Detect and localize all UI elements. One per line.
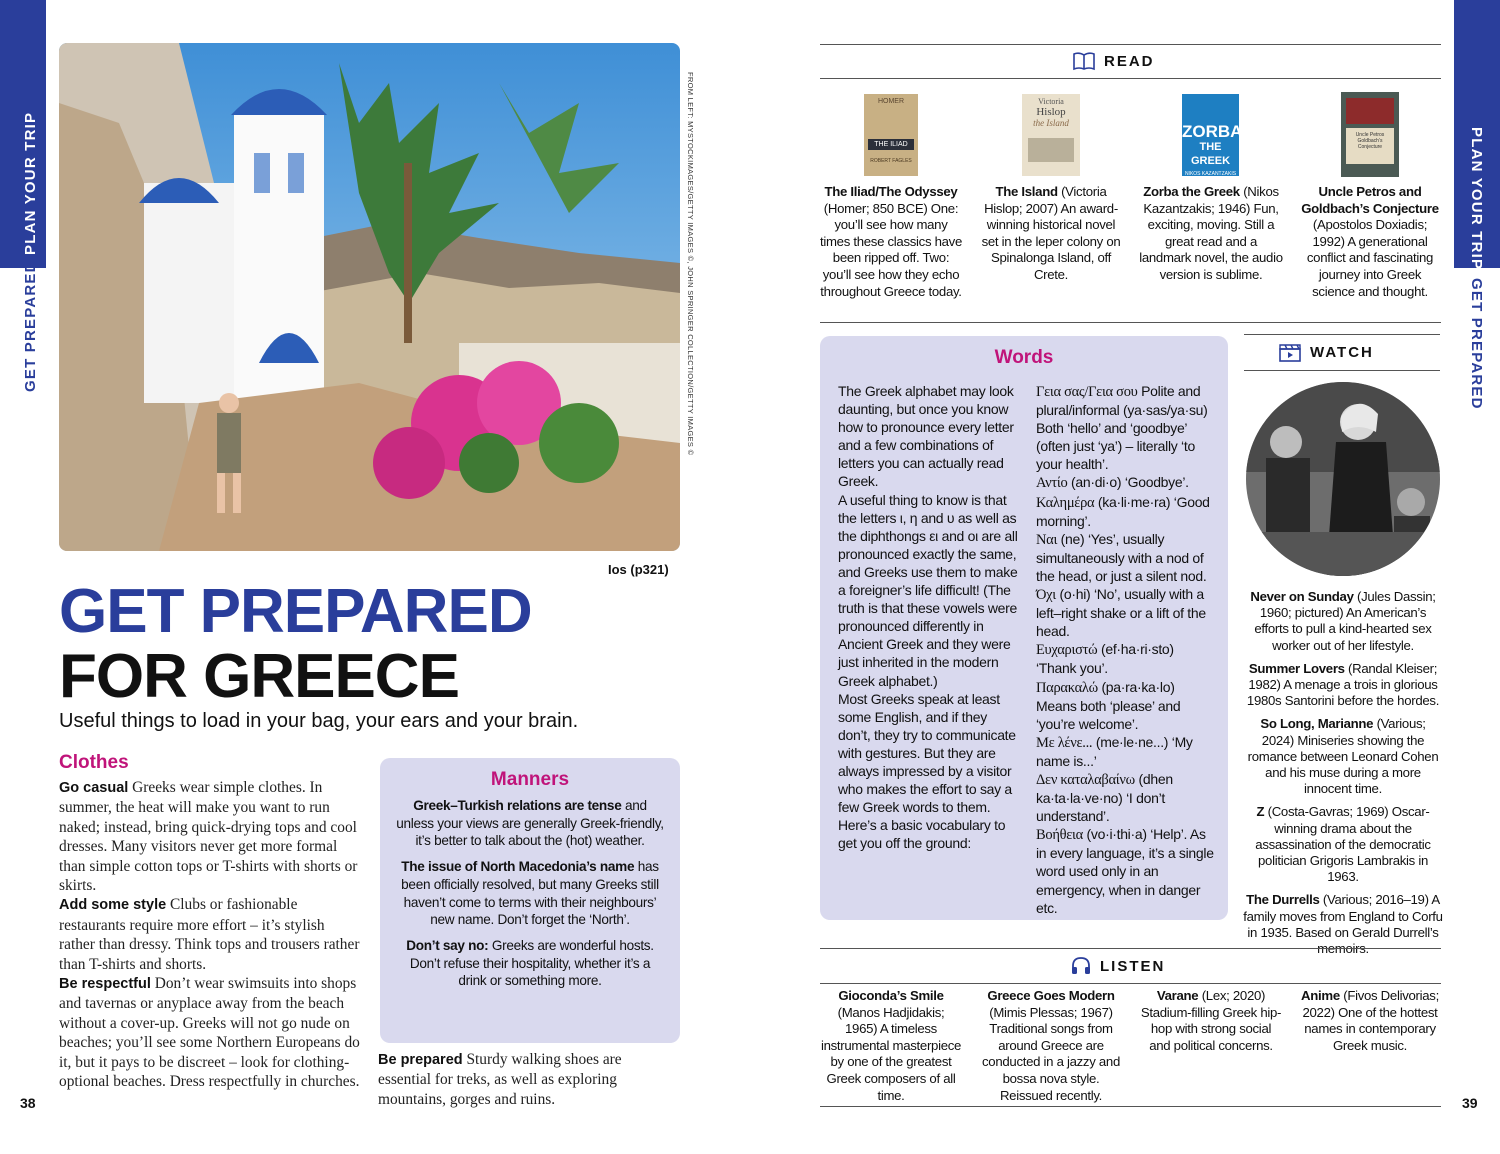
page-title-line2: FOR GREECE	[59, 642, 459, 711]
clothes-item: Go casual Greeks wear simple clothes. In summer, the heat will make you want to run naked; instead, bring quick-drying tops and cool dresses. Many visitors never get more formal than simple cotton tops or T-shirts with shorts or skirts.	[59, 779, 358, 895]
phrase-item: Βοήθεια (vo·i·thi·a) ‘Help’. As in every language, it’s a single word used only in an emergency, when in danger etc.	[1036, 826, 1214, 916]
page-subtitle: Useful things to load in your bag, your ears and your brain.	[59, 710, 579, 732]
ios-photo	[59, 43, 680, 551]
film-item: So Long, Marianne (Various; 2024) Miniseries showing the romance between Leonard Cohen and his muse during a more innocent time.	[1247, 716, 1439, 797]
book-item: The Iliad/The Odyssey (Homer; 850 BCE) One: you’ll see how many times these classics have been ripped off. Two: you’ll see how they echo throughout Greece today.	[819, 184, 963, 299]
phrase-item: Καλημέρα (ka·li·me·ra) ‘Good morning’.	[1036, 493, 1210, 529]
phrase-item: Με λένε... (me·le·ne...) ‘My name is...’	[1036, 733, 1193, 769]
phrase-item: Ευχαριστώ (ef·ha·ri·sto) ‘Thank you’.	[1036, 641, 1174, 677]
clapperboard-icon	[1278, 342, 1302, 362]
page-number-right: 39	[1462, 1095, 1478, 1111]
manners-heading: Manners	[490, 769, 570, 790]
right-sidebar	[1454, 0, 1500, 1154]
left-section-tab: PLAN YOUR TRIP	[22, 111, 39, 255]
manners-item: Greek–Turkish relations are tense and unless your views are generally Greek-friendly, it’s better to talk about the (hot) weather.	[396, 798, 664, 849]
photo-caption: Ios (p321)	[608, 562, 669, 577]
book-item: Zorba the Greek (Nikos Kazantzakis; 1946) Fun, exciting, moving. Still a great read and a landmark novel, the audio version is sublime.	[1139, 184, 1283, 282]
film-item: The Durrells (Various; 2016–19) A family moves from England to Corfu in 1935. Based on Gerald Durrell’s memoirs.	[1243, 892, 1443, 957]
clothes-item: Add some style Clubs or fashionable restaurants require more effort – it’s stylish rather than dressy. Think tops and trousers rather than T-shirts and shorts.	[59, 896, 360, 973]
phrase-item: Δεν καταλαβαίνω (dhen ka·ta·la·ve·no) ‘I don’t understand’.	[1036, 770, 1173, 825]
words-column-2	[1036, 382, 1216, 917]
album-item: Anime (Fivos Delivorias; 2022) One of the hottest names in contemporary Greek music.	[1301, 988, 1439, 1053]
iliad-cover: HOMER THE ILIAD ROBERT FAGLES	[864, 94, 918, 176]
watch-heading: WATCH	[1278, 342, 1374, 362]
book-item: The Island (Victoria Hislop; 2007) An award-winning historical novel set in the leper colony on Spinalonga Island, off Crete.	[981, 184, 1121, 282]
right-section-tab: PLAN YOUR TRIP	[1468, 127, 1485, 271]
film-item: Summer Lovers (Randal Kleiser; 1982) A menage a trois in glorious 1980s Santorini before the hordes.	[1246, 660, 1440, 709]
photo-credit: FROM LEFT: MYSTOCKIMAGES/GETTY IMAGES ©, JOHN SPRINGER COLLECTION/GETTY IMAGES ©	[686, 72, 695, 456]
film-item: Z (Costa-Gavras; 1969) Oscar-winning drama about the assassination of the democratic politician Grigoris Lambrakis in 1963.	[1255, 804, 1431, 885]
book-icon	[1072, 51, 1096, 71]
album-item: Greece Goes Modern (Mimis Plessas; 1967) Traditional songs from around Greece are conducted in a jazzy and bossa nova style. Reissued recently.	[982, 988, 1120, 1103]
words-column-1	[838, 382, 1018, 852]
manners-item: Don’t say no: Greeks are wonderful hosts. Don’t refuse their hospitality, whether it’s a drink or something more.	[406, 937, 654, 989]
clothes-text	[59, 778, 364, 1092]
watch-list	[1243, 589, 1443, 964]
phrase-item: Ναι (ne) ‘Yes’, usually simultaneously with a nod of the head, or just a silent nod.	[1036, 530, 1207, 584]
phrase-item: Όχι (o·hi) ‘No’, usually with a left–right shake or a lift of the head.	[1036, 586, 1206, 640]
listen-heading: LISTEN	[1070, 956, 1165, 976]
zorba-cover: ZORBA THE GREEK NIKOS KAZANTZAKIS	[1182, 94, 1239, 176]
clothes-item: Be respectful Don’t wear swimsuits into shops and tavernas or anyplace away from the beach without a cover-up. Greeks will not go nude on beaches; you’ll see some Northern Europeans do it, but it pays to be discreet – look for clothing-optional beaches. Dress respectfully in churches.	[59, 975, 360, 1091]
page-title-line1: GET PREPARED	[59, 577, 532, 646]
uncle-petros-cover: Uncle Petros Goldbach’s Conjecture	[1341, 92, 1399, 177]
words-paragraph: The Greek alphabet may look daunting, but once you know how to pronounce every letter and a few combinations of letters you can actually read Greek.	[838, 383, 1014, 490]
book-item: Uncle Petros and Goldbach’s Conjecture (Apostolos Doxiadis; 1992) A generational conflict and fascinating journey into Greek science and thought.	[1301, 184, 1439, 299]
phrase-item: Γεια σας/Γεια σου Polite and plural/informal (ya·sas/ya·su) Both ‘hello’ and ‘goodbye’ (often just ‘ya’) – literally ‘to your health’.	[1036, 383, 1208, 473]
manners-box	[380, 758, 680, 1043]
phrase-item: Αντίο (an·di·o) ‘Goodbye’.	[1036, 474, 1189, 492]
island-cover: Victoria Hislop the Island	[1022, 94, 1080, 176]
page-number-left: 38	[20, 1095, 36, 1111]
left-subsection-tab: GET PREPARED	[22, 260, 39, 392]
phrase-item: Παρακαλώ (pa·ra·ka·lo) Means both ‘please’ and ‘you’re welcome’.	[1036, 678, 1181, 732]
album-item: Varane (Lex; 2020) Stadium-filling Greek hip-hop with strong social and political concerns.	[1140, 988, 1282, 1053]
words-paragraph: A useful thing to know is that the letters ι, η and υ as well as the diphthongs ει and οι are all pronounced exactly the same, and Greeks use them to make a foreigner’s life difficult! (The truth is that these vowels were pronounced differently in Ancient Greek and they were just inherited in the modern Greek alphabet.)	[838, 491, 1018, 689]
manners-item: The issue of North Macedonia’s name has been officially resolved, but many Greeks still haven’t come to terms with their neighbours’ new name. Don’t forget the ‘North’.	[401, 859, 659, 928]
right-subsection-tab: GET PREPARED	[1468, 278, 1485, 410]
words-paragraph: Most Greeks speak at least some English, and if they don’t, they try to communicate with gestures. But they are always impressed by a visitor who makes the effort to say a few Greek words to them.	[838, 690, 1016, 816]
be-prepared-text: Be prepared Sturdy walking shoes are essential for treks, as well as exploring mountains, gorges and ruins.	[378, 1051, 622, 1108]
album-item: Gioconda’s Smile (Manos Hadjidakis; 1965) A timeless instrumental masterpiece by one of the greatest Greek composers of all time.	[820, 988, 962, 1103]
film-item: Never on Sunday (Jules Dassin; 1960; pictured) An American’s efforts to pull a kind-hearted sex worker out of her lifestyle.	[1250, 589, 1436, 653]
headphones-icon	[1070, 956, 1092, 976]
read-heading: READ	[1072, 51, 1155, 71]
clothes-heading: Clothes	[59, 752, 129, 773]
words-heading: Words	[994, 347, 1054, 368]
words-paragraph: Here’s a basic vocabulary to get you off the ground:	[838, 817, 1006, 852]
left-sidebar	[0, 0, 46, 1154]
never-on-sunday-still	[1246, 382, 1440, 576]
